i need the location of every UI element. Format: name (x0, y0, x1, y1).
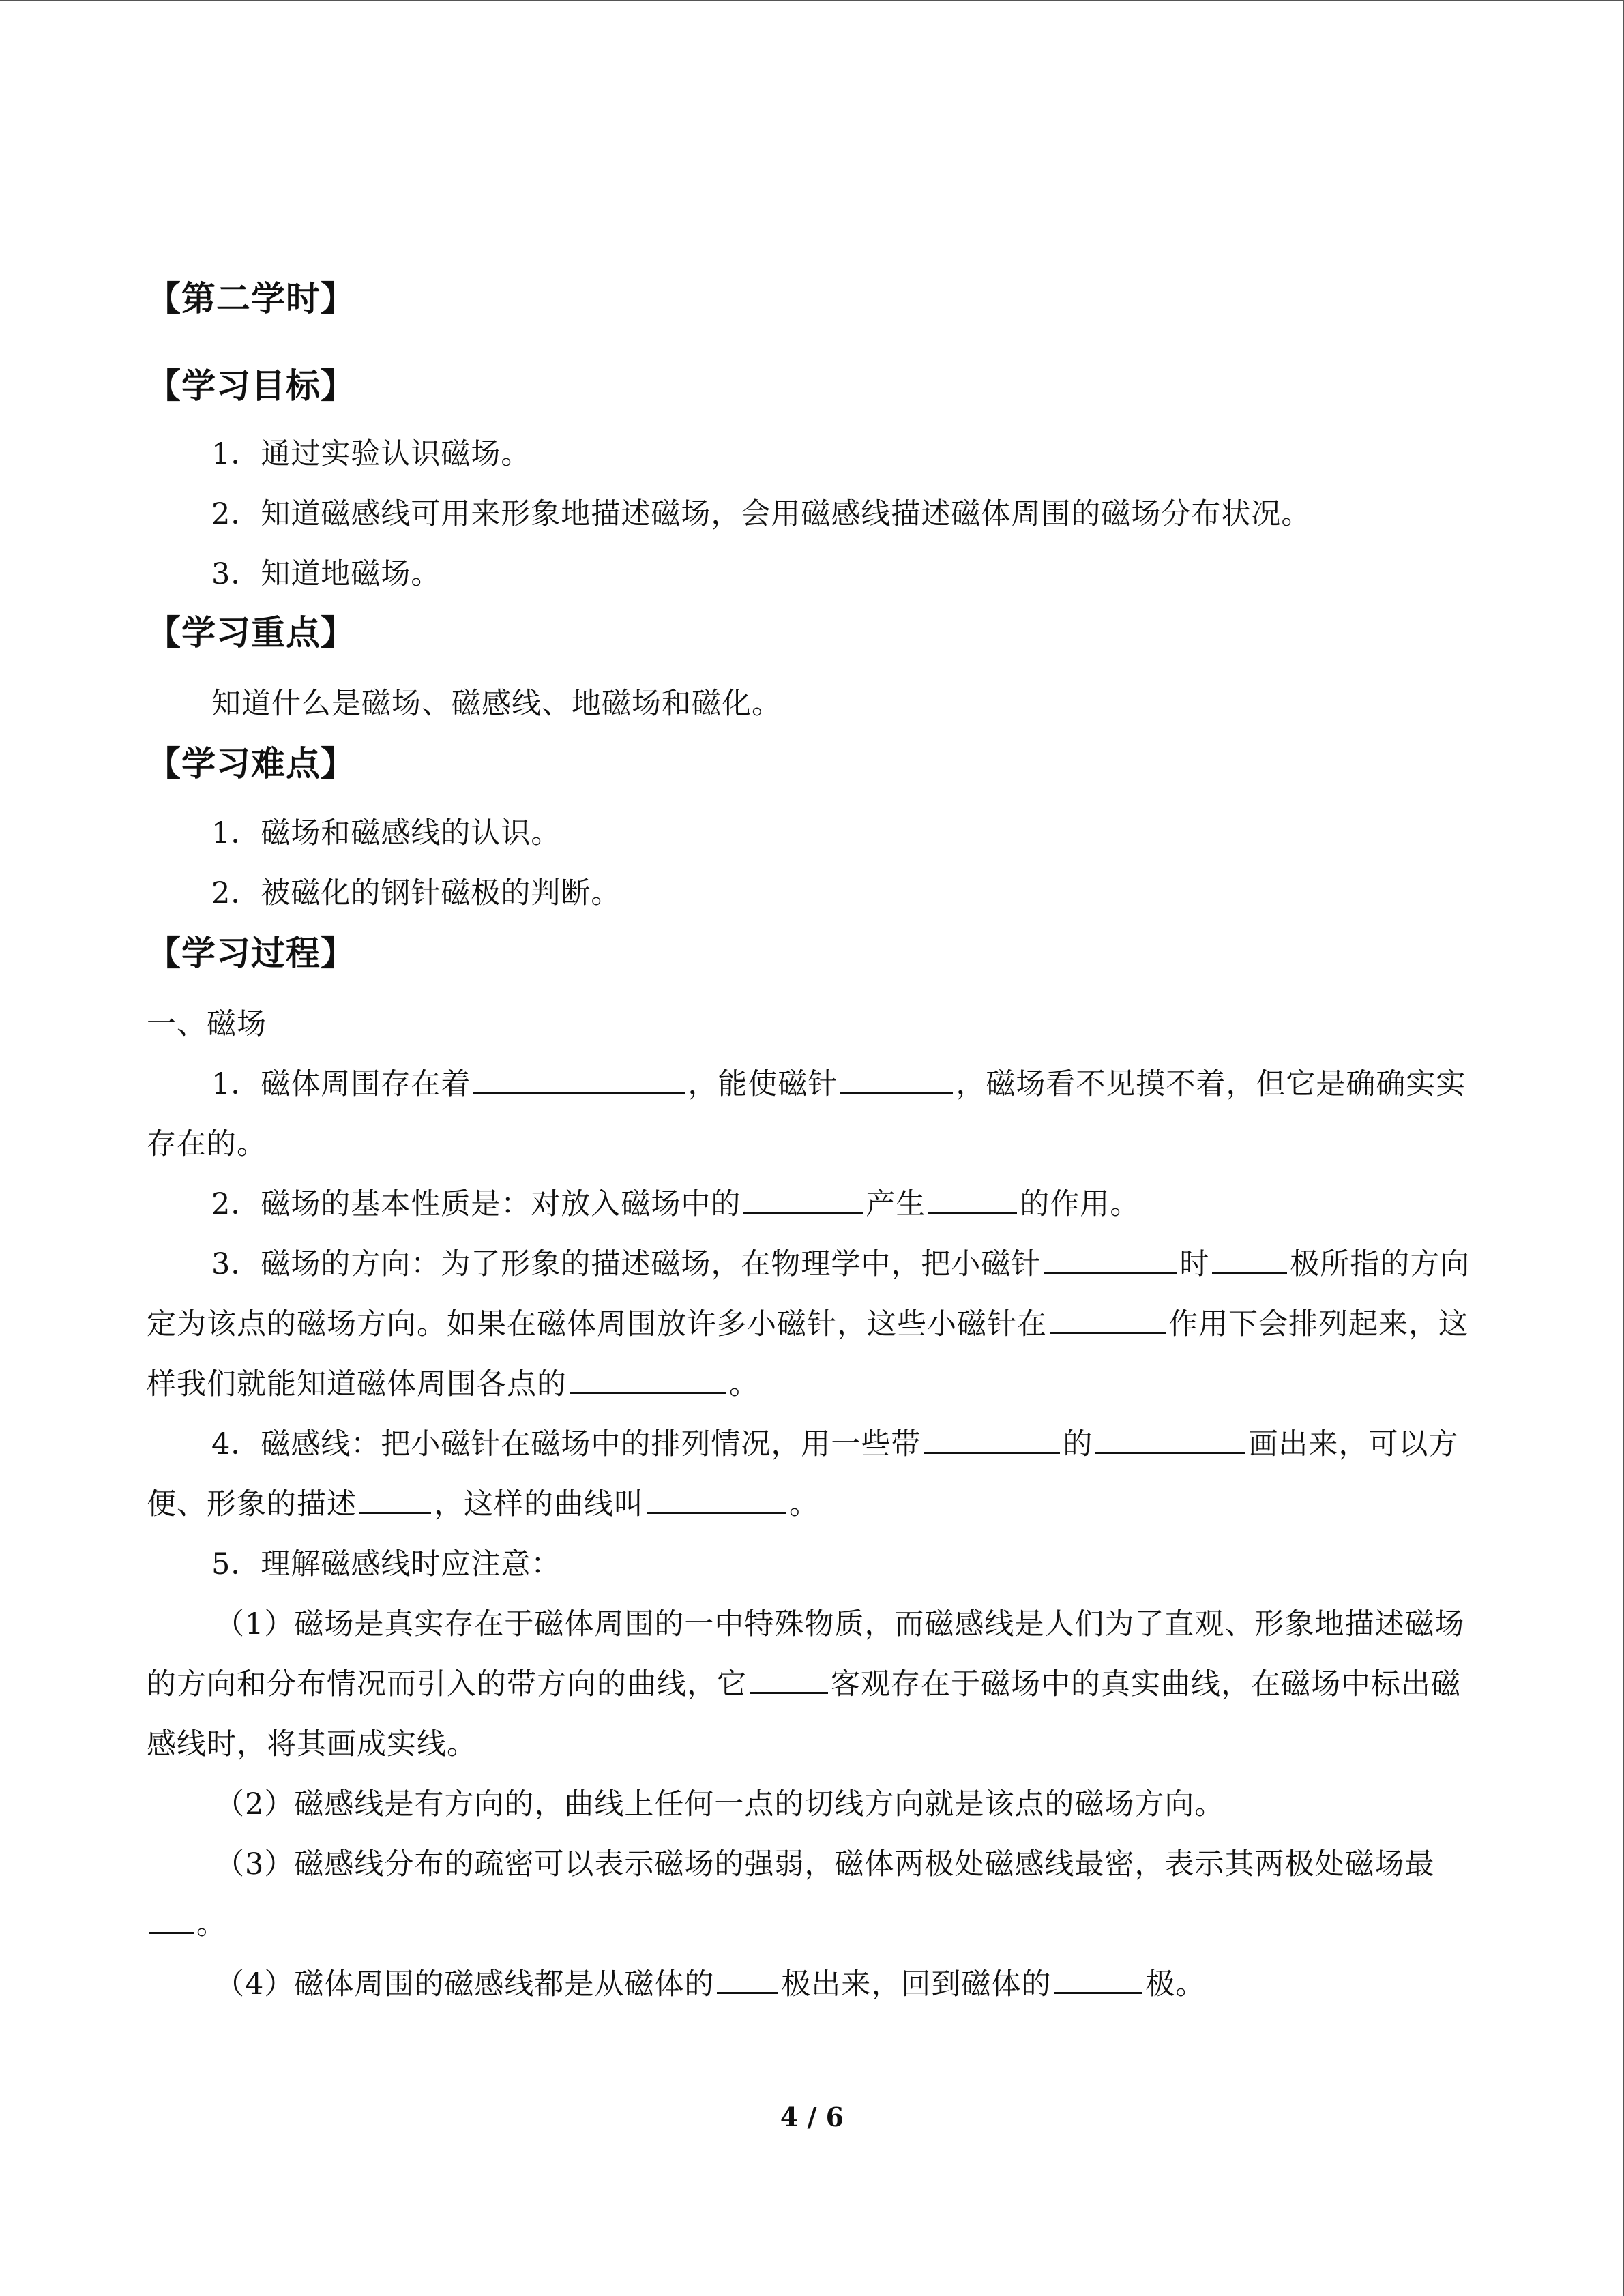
blank[interactable] (924, 1427, 1060, 1454)
blank[interactable] (359, 1487, 431, 1514)
blank[interactable] (473, 1067, 685, 1094)
blank[interactable] (570, 1367, 726, 1394)
blank[interactable] (1054, 1967, 1142, 1994)
objective-item: 2．知道磁感线可用来形象地描述磁场，会用磁感线描述磁体周围的磁场分布状况。 (211, 497, 1312, 531)
objectives-heading: 【学习目标】 (147, 366, 355, 406)
blank[interactable] (840, 1067, 953, 1094)
note-2: （2）磁感线是有方向的，曲线上任何一点的切线方向就是该点的磁场方向。 (215, 1787, 1225, 1821)
difficult-item: 2．被磁化的钢针磁极的判断。 (211, 876, 621, 910)
blank[interactable] (743, 1187, 863, 1214)
item-5: 5．理解磁感线时应注意： (211, 1547, 561, 1581)
note-1: （1）磁场是真实存在于磁体周围的一中特殊物质，而磁感线是人们为了直观、形象地描述磁场的方向和分布情况而引入的带方向的曲线，它 客观存在于磁场中的真实曲线，在磁场中标出磁感线时，将其画成实线。 (147, 1607, 1465, 1761)
difficult-item: 1．磁场和磁感线的认识。 (211, 816, 561, 850)
blank[interactable] (717, 1967, 778, 1994)
note-4: （4）磁体周围的磁感线都是从磁体的 极出来，回到磁体的 极。 (215, 1967, 1206, 2001)
blank[interactable] (1095, 1427, 1245, 1454)
blank[interactable] (647, 1487, 786, 1514)
lesson-heading: 【第二学时】 (147, 279, 355, 318)
objective-item: 1．通过实验认识磁场。 (211, 437, 531, 471)
page-number: 4 / 6 (780, 2102, 844, 2132)
key-points-text: 知道什么是磁场、磁感线、地磁场和磁化。 (211, 687, 782, 721)
process-heading: 【学习过程】 (147, 934, 355, 973)
blank[interactable] (750, 1667, 828, 1694)
page-content (147, 274, 1477, 2014)
blank[interactable] (149, 1907, 194, 1934)
item-1: 1．磁体周围存在着 ，能使磁针 ，磁场看不见摸不着，但它是确确实实存在的。 (147, 1067, 1466, 1161)
item-2: 2．磁场的基本性质是：对放入磁场中的 产生 的作用。 (211, 1187, 1140, 1221)
note-3: （3）磁感线分布的疏密可以表示磁场的强弱，磁体两极处磁感线最密，表示其两极处磁场最。 (147, 1834, 1477, 1954)
difficult-points-heading: 【学习难点】 (147, 744, 355, 784)
blank[interactable] (1044, 1247, 1177, 1274)
objective-item: 3．知道地磁场。 (211, 557, 441, 591)
key-points-heading: 【学习重点】 (147, 613, 355, 653)
item-4: 4．磁感线：把小磁针在磁场中的排列情况，用一些带 的 画出来，可以方便、形象的描述 ，这样的曲线叫 。 (147, 1427, 1459, 1521)
part-one-title: 一、磁场 (147, 1007, 267, 1041)
blank[interactable] (928, 1187, 1017, 1214)
item-3: 3．磁场的方向：为了形象的描述磁场，在物理学中，把小磁针 时 极所指的方向定为该点的磁场方向。如果在磁体周围放许多小磁针，这些小磁针在 作用下会排列起来，这样我们就能知道磁体周围各点的 。 (147, 1247, 1471, 1401)
blank[interactable] (1212, 1247, 1287, 1274)
blank[interactable] (1050, 1307, 1166, 1334)
